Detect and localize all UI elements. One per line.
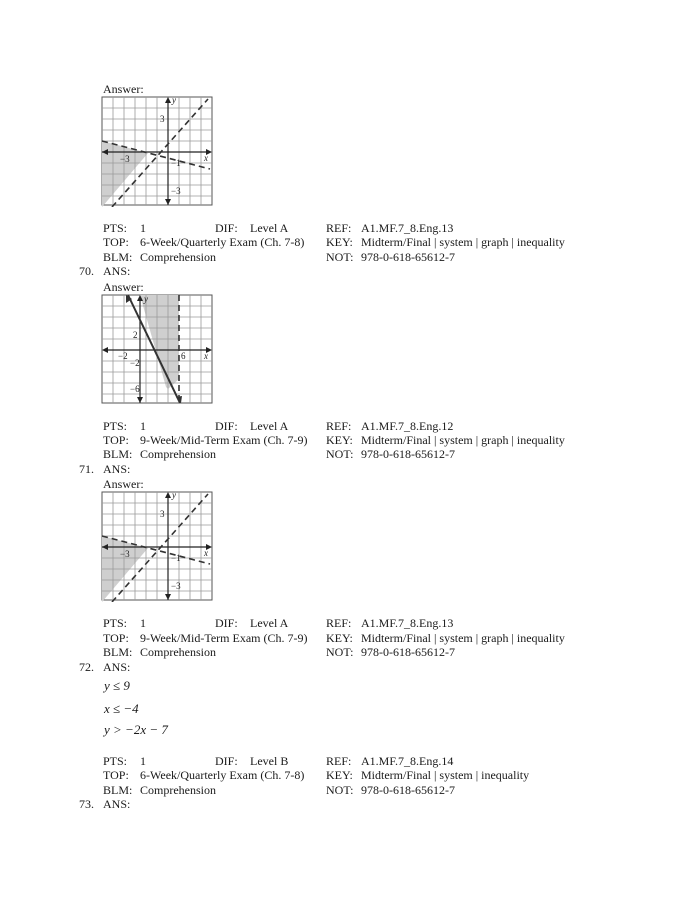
dif-label: DIF: — [215, 754, 238, 768]
item-number: 72. — [79, 660, 94, 674]
not-value: 978-0-618-65612-7 — [361, 447, 455, 461]
dif-label: DIF: — [215, 419, 238, 433]
dif-value: Level B — [250, 754, 289, 768]
ans-label: ANS: — [103, 462, 131, 476]
not-label: NOT: — [326, 645, 354, 659]
x-axis-label: x — [204, 548, 208, 558]
blm-value: Comprehension — [140, 645, 216, 659]
blm-label: BLM: — [103, 783, 133, 797]
blm-label: BLM: — [103, 250, 133, 264]
tick-label: −2 — [130, 358, 140, 368]
dif-label: DIF: — [215, 616, 238, 630]
pts-label: PTS: — [103, 221, 128, 235]
tick-label: −3 — [171, 186, 181, 196]
pts-value: 1 — [140, 616, 146, 630]
metadata-row — [103, 221, 127, 235]
pts-label: PTS: — [103, 616, 128, 630]
tick-label: 3 — [160, 509, 165, 519]
top-value: 9-Week/Mid-Term Exam (Ch. 7-9) — [140, 433, 308, 447]
key-value: Midterm/Final | system | inequality — [361, 768, 530, 782]
not-value: 978-0-618-65612-7 — [361, 250, 455, 264]
blm-label: BLM: — [103, 645, 133, 659]
ans-label: ANS: — [103, 660, 131, 674]
key-label: KEY: — [326, 235, 353, 249]
top-label: TOP: — [103, 768, 129, 782]
answer-label: Answer: — [103, 280, 144, 294]
key-label: KEY: — [326, 631, 353, 645]
top-label: TOP: — [103, 631, 129, 645]
key-value: Midterm/Final | system | graph | inequality — [361, 235, 565, 249]
item-number: 73. — [79, 797, 94, 811]
tick-label: 6 — [181, 351, 186, 361]
tick-label: −1 — [171, 553, 181, 563]
ref-label: REF: — [326, 221, 352, 235]
dif-value: Level A — [250, 419, 289, 433]
not-label: NOT: — [326, 447, 354, 461]
ref-label: REF: — [326, 419, 352, 433]
pts-value: 1 — [140, 221, 146, 235]
y-axis-label: y — [172, 95, 176, 105]
top-value: 6-Week/Quarterly Exam (Ch. 7-8) — [140, 235, 305, 249]
ans-label: ANS: — [103, 264, 131, 278]
ref-value: A1.MF.7_8.Eng.12 — [361, 419, 454, 433]
tick-label: 3 — [160, 114, 165, 124]
inequality-1: y ≤ 9 — [104, 678, 130, 693]
top-label: TOP: — [103, 433, 129, 447]
key-value: Midterm/Final | system | graph | inequality — [361, 433, 565, 447]
dif-label: DIF: — [215, 221, 238, 235]
y-axis-label: y — [144, 294, 148, 304]
dif-value: Level A — [250, 616, 289, 630]
x-axis-label: x — [204, 351, 208, 361]
blm-value: Comprehension — [140, 447, 216, 461]
not-value: 978-0-618-65612-7 — [361, 645, 455, 659]
tick-label: −3 — [120, 549, 130, 559]
y-axis-label: y — [172, 490, 176, 500]
tick-label: −2 — [118, 351, 128, 361]
inequality-2: x ≤ −4 — [104, 701, 139, 716]
dif-value: Level A — [250, 221, 289, 235]
blm-label: BLM: — [103, 447, 133, 461]
not-label: NOT: — [326, 783, 354, 797]
blm-value: Comprehension — [140, 250, 216, 264]
answer-graph-3 — [100, 490, 214, 602]
key-label: KEY: — [326, 433, 353, 447]
key-value: Midterm/Final | system | graph | inequality — [361, 631, 565, 645]
tick-label: −3 — [171, 581, 181, 591]
tick-label: −3 — [120, 154, 130, 164]
not-label: NOT: — [326, 250, 354, 264]
ref-value: A1.MF.7_8.Eng.13 — [361, 616, 454, 630]
answer-label: Answer: — [103, 477, 144, 491]
top-value: 6-Week/Quarterly Exam (Ch. 7-8) — [140, 768, 305, 782]
not-value: 978-0-618-65612-7 — [361, 783, 455, 797]
item-number: 71. — [79, 462, 94, 476]
answer-label: Answer: — [103, 82, 144, 96]
top-label: TOP: — [103, 235, 129, 249]
key-label: KEY: — [326, 768, 353, 782]
pts-value: 1 — [140, 754, 146, 768]
tick-label: 2 — [133, 330, 138, 340]
ref-label: REF: — [326, 616, 352, 630]
tick-label: −1 — [171, 158, 181, 168]
tick-label: −6 — [130, 384, 140, 394]
ref-value: A1.MF.7_8.Eng.13 — [361, 221, 454, 235]
pts-label: PTS: — [103, 419, 128, 433]
item-number: 70. — [79, 264, 94, 278]
pts-value: 1 — [140, 419, 146, 433]
blm-value: Comprehension — [140, 783, 216, 797]
top-value: 9-Week/Mid-Term Exam (Ch. 7-9) — [140, 631, 308, 645]
ans-label: ANS: — [103, 797, 131, 811]
inequality-3: y > −2x − 7 — [104, 722, 168, 737]
answer-graph-2 — [100, 293, 214, 405]
answer-graph-1 — [100, 95, 214, 207]
ref-label: REF: — [326, 754, 352, 768]
pts-label: PTS: — [103, 754, 128, 768]
ref-value: A1.MF.7_8.Eng.14 — [361, 754, 454, 768]
x-axis-label: x — [204, 153, 208, 163]
